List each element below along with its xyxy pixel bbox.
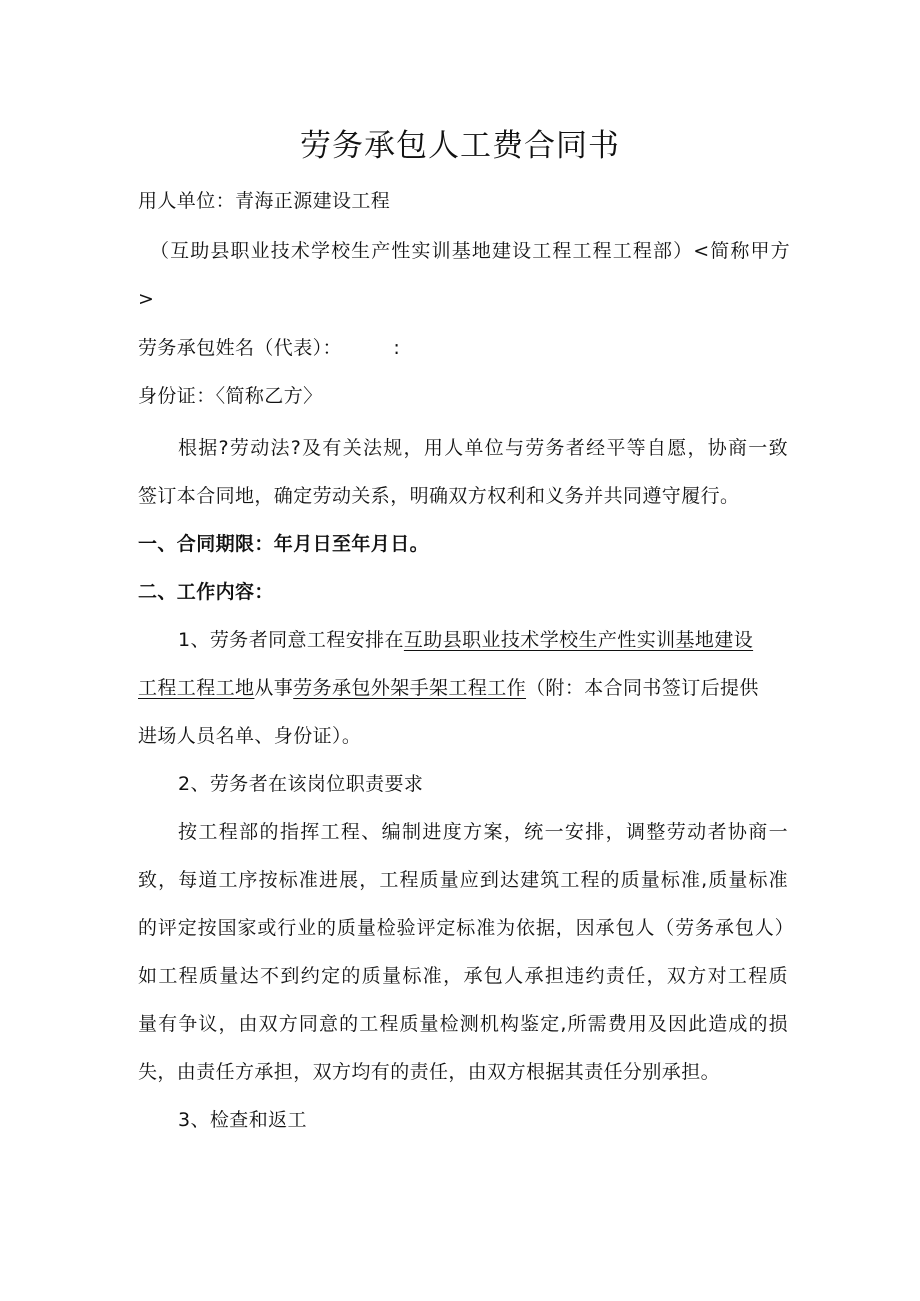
duty-para-line-4: 如工程质量达不到约定的质量标准，承包人承担违约责任，双方对工程质: [138, 965, 788, 987]
item-1-prefix: 1、劳务者同意工程安排在: [178, 629, 404, 651]
contractor-name-line: 劳务承包姓名（代表）： :: [138, 337, 401, 359]
duty-para-line-2: 致，每道工序按标准进展，工程质量应到达建筑工程的质量标准,质量标准: [138, 869, 788, 891]
section-1-term: 一、合同期限：年月日至年月日。: [138, 533, 430, 555]
intro-line-2: 签订本合同地，确定劳动关系，明确双方权利和义务并共同遵守履行。: [138, 485, 740, 507]
id-card-line: 身份证：〈简称乙方〉: [138, 385, 323, 407]
item-1-mid: 从事: [254, 677, 294, 699]
item-1-line-1: [178, 625, 828, 655]
employer-detail-end: >: [138, 288, 155, 310]
duty-para-line-5: 量有争议，由双方同意的工程质量检测机构鉴定,所需费用及因此造成的损: [138, 1013, 788, 1035]
document-title: 劳务承包人工费合同书: [300, 128, 620, 164]
item-1-tail: （附：本合同书签订后提供: [526, 677, 759, 699]
item-1-line-3: 进场人员名单、身份证）。: [138, 725, 362, 747]
item-1-line-2: [138, 673, 788, 703]
intro-line-1: 根据?劳动法?及有关法规，用人单位与劳务者经平等自愿，协商一致: [178, 437, 788, 459]
duty-para-line-6: 失，由责任方承担，双方均有的责任，由双方根据其责任分别承担。: [138, 1061, 721, 1083]
section-2-heading: 二、工作内容：: [138, 581, 274, 603]
item-1-site-a: 互助县职业技术学校生产性实训基地建设: [403, 629, 754, 651]
employer-line: 用人单位：青海正源建设工程: [138, 190, 391, 212]
item-1-site-b: 工程工程工地: [138, 677, 255, 699]
employer-detail-line: （互助县职业技术学校生产性实训基地建设工程工程工程部）<简称甲方: [150, 240, 790, 262]
duty-para-line-1: 按工程部的指挥工程、编制进度方案，统一安排，调整劳动者协商一: [178, 821, 788, 843]
item-2-heading: 2、劳务者在该岗位职责要求: [178, 773, 424, 795]
duty-para-line-3: 的评定按国家或行业的质量检验评定标准为依据，因承包人（劳务承包人）: [138, 917, 794, 939]
item-3-heading: 3、检查和返工: [178, 1109, 307, 1131]
item-1-work: 劳务承包外架手架工程工作: [293, 677, 527, 699]
